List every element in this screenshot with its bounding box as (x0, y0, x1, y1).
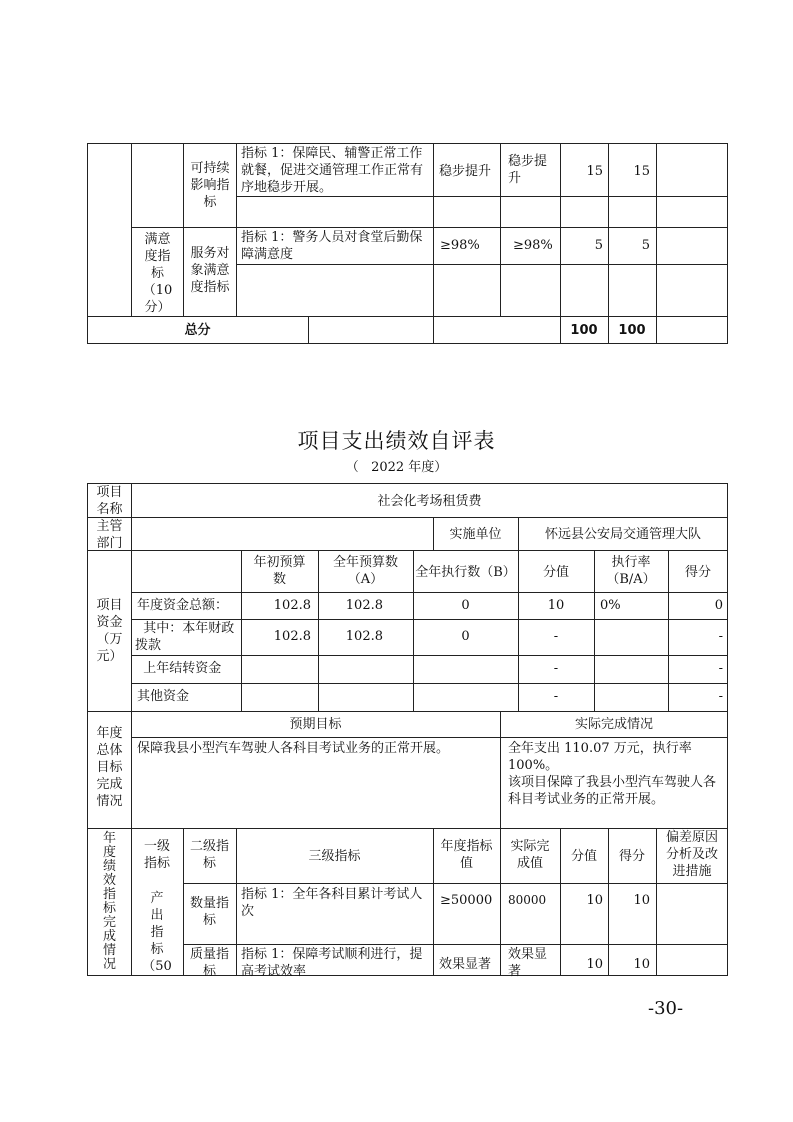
sustain-indicator: 指标 1：保障民、辅警正常工作 就餐，促进交通管理工作正常有 序地稳步开展。 (241, 146, 424, 195)
funds-row-score: - (718, 661, 723, 676)
actual-completion-header: 实际完成情况 (574, 717, 653, 732)
service-target: ≥98% (440, 238, 480, 253)
quality-indicator: 指标 1：保障考试顺利进行，提 高考试效率 (241, 947, 423, 979)
sustain-weight: 15 (586, 164, 603, 179)
quantity-actual: 80000 (508, 893, 547, 907)
service-actual: ≥98% (513, 238, 553, 253)
sustain-score: 15 (633, 164, 650, 179)
funds-row-score: - (718, 629, 723, 644)
year-subtitle: （ 2022 年度） (345, 460, 448, 475)
funds-row-start: 102.8 (273, 629, 311, 644)
level2-header: 二级指 标 (189, 839, 229, 871)
funds-row-label: 年度资金总额： (137, 598, 229, 613)
page-title: 项目支出绩效自评表 (297, 429, 496, 453)
total-score: 100 (618, 323, 646, 338)
quality-indicator-label: 质量指 标 (189, 947, 229, 979)
quantity-weight: 10 (586, 893, 603, 908)
weight-header: 分值 (570, 849, 597, 864)
actual-completion-text: 全年支出 110.07 万元，执行率 100%。 该项目保障了我县小型汽车驾驶人各 科目考试业务的正常开展。 (508, 741, 717, 807)
funds-row-exec: 0 (461, 598, 470, 613)
funds-row-label: 其他资金 (137, 689, 190, 704)
funds-row-exec: 0 (461, 629, 470, 644)
level3-header: 三级指标 (308, 849, 361, 864)
satisfaction-label: 满意 度指 标 （10 分） (142, 232, 173, 315)
funds-row-weight: - (553, 629, 559, 644)
funds-row-full: 102.8 (345, 598, 383, 613)
funds-row-start: 102.8 (273, 598, 311, 613)
col-full-year-budget: 全年预算数 （A） (332, 555, 398, 587)
quality-target: 效果显著 (439, 957, 492, 972)
funds-row-label: 其中：本年财政 拨款 (135, 621, 235, 653)
funds-row-weight: 10 (547, 598, 565, 613)
funds-row-rate: 0% (600, 598, 621, 613)
score-header: 得分 (618, 849, 645, 864)
funds-row-full: 102.8 (345, 629, 383, 644)
funds-row-weight: - (553, 661, 559, 676)
level1-header: 一级 指标 (143, 839, 170, 871)
page-number: -30- (648, 998, 684, 1019)
reason-header: 偏差原因 分析及改 进措施 (665, 830, 718, 879)
funds-row-score: - (718, 689, 723, 704)
performance-label: 年 度 绩 效 指 标 完 成 情 况 (102, 831, 116, 972)
col-year-start-budget: 年初预算 数 (253, 555, 306, 587)
service-weight: 5 (594, 238, 603, 253)
col-score: 得分 (684, 565, 711, 580)
annual-goal-label: 年度 总体 目标 完成 情况 (96, 726, 123, 809)
actual-header: 实际完 成值 (510, 839, 550, 871)
col-full-year-exec: 全年执行数（B） (415, 565, 516, 580)
quantity-indicator: 指标 1：全年各科目累计考试人 次 (241, 887, 423, 919)
sustain-actual: 稳步提 升 (508, 154, 548, 186)
funds-row-weight: - (553, 689, 559, 704)
funds-row-label: 上年结转资金 (135, 661, 222, 676)
service-indicator: 指标 1：警务人员对食堂后勤保 障满意度 (241, 230, 423, 262)
total-label: 总分 (184, 323, 211, 338)
total-weight: 100 (570, 323, 598, 338)
expected-goal-header: 预期目标 (289, 717, 342, 732)
quantity-indicator-label: 数量指 标 (189, 896, 229, 928)
sustain-target: 稳步提升 (439, 164, 492, 179)
project-name: 社会化考场租赁费 (377, 494, 482, 509)
funds-row-score: 0 (714, 598, 723, 613)
service-score: 5 (641, 238, 650, 253)
funds-label: 项目 资金 （万 元） (96, 598, 123, 664)
project-name-label: 项目 名称 (96, 485, 123, 517)
dept-label: 主管 部门 (96, 519, 123, 551)
quantity-score: 10 (633, 893, 650, 908)
output-indicator-label: 产 出 指 标 （50 (142, 891, 172, 974)
target-header: 年度指标 值 (440, 839, 493, 871)
impl-unit: 怀远县公安局交通管理大队 (544, 527, 701, 542)
quality-score: 10 (633, 957, 650, 972)
col-weight: 分值 (542, 565, 569, 580)
quantity-target: ≥50000 (440, 893, 493, 908)
service-satisfaction-label: 服务对 象满意 度指标 (190, 246, 230, 295)
impl-unit-label: 实施单位 (449, 527, 502, 542)
quality-actual: 效果显 著 (508, 947, 548, 979)
sustain-impact-label: 可持续 影响指 标 (190, 161, 230, 210)
expected-goal-text: 保障我县小型汽车驾驶人各科目考试业务的正常开展。 (137, 741, 450, 756)
quality-weight: 10 (586, 957, 603, 972)
col-exec-rate: 执行率 （B/A） (606, 555, 656, 587)
